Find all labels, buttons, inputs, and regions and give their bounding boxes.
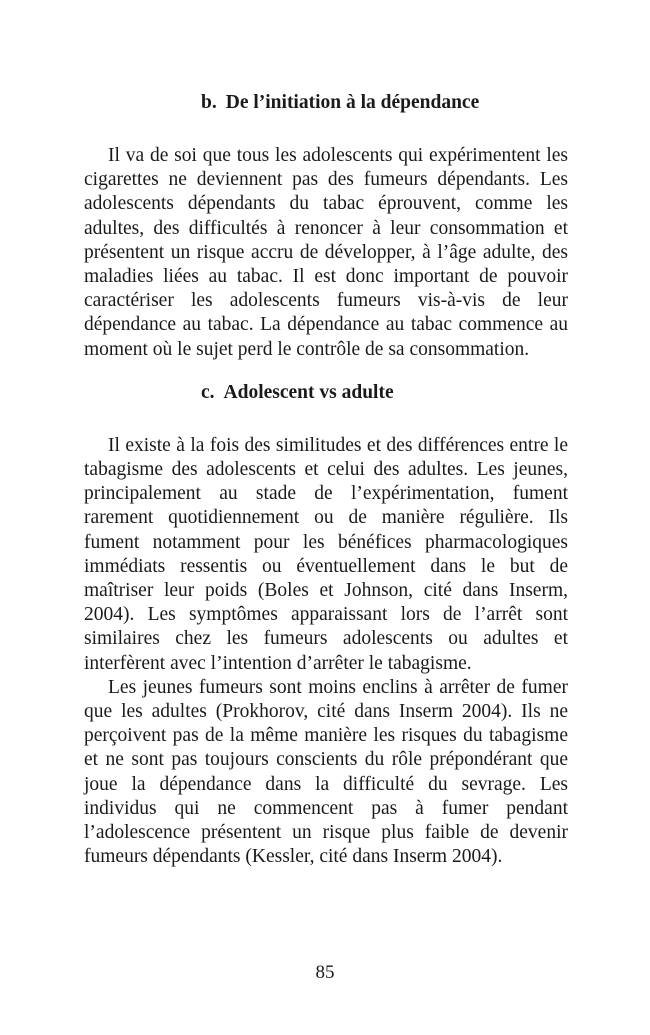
page-number: 85 bbox=[315, 962, 335, 983]
paragraph-dependance: Il va de soi que tous les adolescents qui expérimentent les cigarettes ne deviennent pas des fumeurs dépendants. Les adolescents dépendants du tabac éprouvent, comme les adultes, des difficultés à renoncer à leur consommation et présentent un risque accru de développer, à l’âge adulte, des maladies liées au tabac. Il est donc important de pouvoir caractériser les adolescents fumeurs vis-à-vis de leur dépendance au tabac. La dépendance au tabac commence au moment où le sujet perd le contrôle de sa consommation. bbox=[84, 145, 568, 360]
section-heading-b bbox=[84, 88, 568, 118]
section-number-c: c. bbox=[201, 381, 215, 403]
section-title-c: Adolescent vs adulte bbox=[223, 381, 394, 403]
section-heading-c bbox=[84, 378, 568, 408]
page-body bbox=[84, 86, 568, 869]
section-number-b: b. bbox=[201, 92, 217, 113]
paragraph-similitudes: Il existe à la fois des similitudes et des différences entre le tabagisme des adolescents et celui des adultes. Les jeunes, principalement au stade de l’expérimentation, fument rarement quotidiennement ou de manière régulière. Ils fument notamment pour les bénéfices pharmacologiques immédiats ressentis ou éventuellement dans le but de maîtriser leur poids (Boles et Johnson, cité dans Inserm, 2004). Les symptômes apparaissant lors de l’arrêt sont similaires chez les fumeurs adolescents ou adultes et interfèrent avec l’intention d’arrêter le tabagisme. bbox=[84, 434, 568, 674]
paragraph-jeunes-fumeurs: Les jeunes fumeurs sont moins enclins à arrêter de fumer que les adultes (Prokhorov, cité dans Inserm 2004). Ils ne perçoivent pas de la même manière les risques du tabagisme et ne sont pas toujours conscients du rôle prépondérant que joue la dépendance dans la difficulté du sevrage. Les individus qui ne commencent pas à fumer pendant l’adolescence présentent un risque plus faible de devenir fumeurs dépendants (Kessler, cité dans Inserm 2004). bbox=[84, 676, 568, 868]
section-title-b: De l’initiation à la dépendance bbox=[225, 92, 480, 113]
